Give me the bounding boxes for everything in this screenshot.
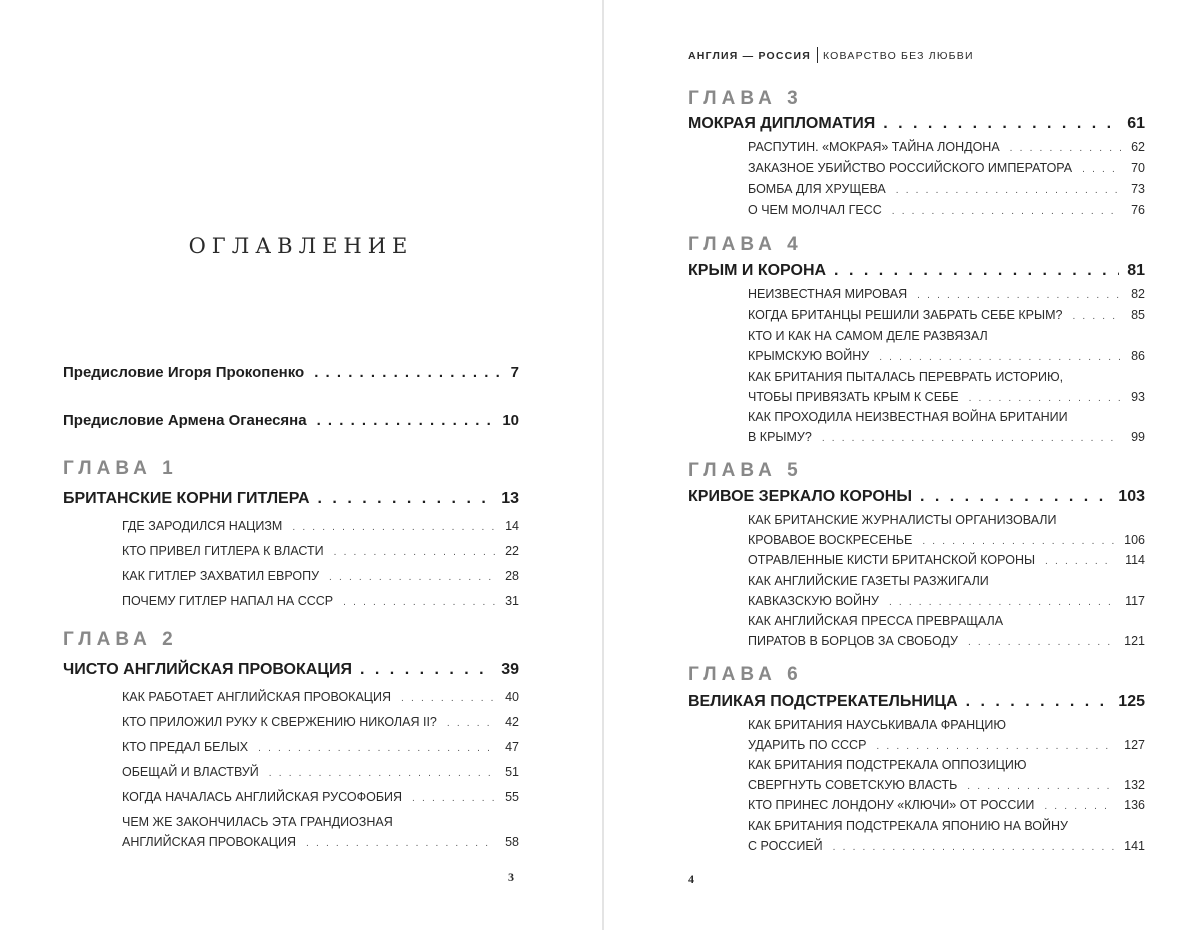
section-title: ПОЧЕМУ ГИТЛЕР НАПАЛ НА СССР — [122, 594, 334, 608]
chapter-label: ГЛАВА 3 — [688, 88, 803, 109]
toc-section[interactable] — [748, 715, 1145, 757]
page-number: 141 — [1124, 839, 1145, 853]
leader-dots — [329, 568, 495, 588]
toc-section[interactable] — [748, 158, 1145, 180]
section-title: КАВКАЗСКУЮ ВОЙНУ — [748, 594, 879, 608]
page-number: 47 — [505, 740, 519, 754]
toc-section[interactable] — [122, 812, 519, 854]
leader-dots — [314, 364, 500, 381]
chapter-title-entry[interactable] — [688, 115, 1145, 133]
leader-dots — [360, 661, 493, 679]
leader-dots — [892, 202, 1121, 222]
page-number: 117 — [1125, 594, 1145, 608]
leader-dots — [822, 429, 1121, 449]
page-number: 86 — [1131, 349, 1145, 363]
toc-section[interactable] — [748, 200, 1145, 222]
leader-dots — [334, 543, 495, 563]
leader-dots — [969, 389, 1122, 409]
section-title: УДАРИТЬ ПО СССР — [748, 738, 867, 752]
section-title-last-line — [748, 346, 1145, 368]
chapter-label: ГЛАВА 1 — [63, 458, 178, 479]
section-title-last-line — [748, 387, 1145, 409]
section-title: КРОВАВОЕ ВОСКРЕСЕНЬЕ — [748, 533, 913, 547]
section-title: НЕИЗВЕСТНАЯ МИРОВАЯ — [748, 287, 908, 301]
section-title: КАК ГИТЛЕР ЗАХВАТИЛ ЕВРОПУ — [122, 569, 320, 583]
chapter-title: КРЫМ И КОРОНА — [688, 262, 827, 279]
toc-section[interactable] — [748, 571, 1145, 613]
chapter-title-entry[interactable] — [63, 661, 519, 679]
page-number: 99 — [1131, 430, 1145, 444]
page-number: 42 — [505, 715, 519, 729]
section-title: КТО ПРИЛОЖИЛ РУКУ К СВЕРЖЕНИЮ НИКОЛАЯ II? — [122, 715, 437, 729]
page-number: 73 — [1131, 182, 1145, 196]
section-title: КТО ПРИНЕС ЛОНДОНУ «КЛЮЧИ» ОТ РОССИИ — [748, 798, 1035, 812]
leader-dots — [883, 115, 1119, 133]
leader-dots — [896, 181, 1121, 201]
section-title-last-line — [122, 832, 519, 854]
section-title-line: КАК БРИТАНИЯ ПОДСТРЕКАЛА ОППОЗИЦИЮ — [748, 758, 1027, 772]
chapter-label: ГЛАВА 6 — [688, 664, 803, 685]
leader-dots — [1044, 797, 1114, 817]
leader-dots — [967, 777, 1114, 797]
section-title: С РОССИЕЙ — [748, 839, 823, 853]
toc-section[interactable] — [748, 367, 1145, 409]
leader-dots — [833, 838, 1114, 858]
section-title: ГДЕ ЗАРОДИЛСЯ НАЦИЗМ — [122, 519, 283, 533]
page-number: 39 — [501, 661, 519, 678]
page-number: 106 — [1124, 533, 1145, 547]
page-number: 61 — [1127, 115, 1145, 132]
page-number: 114 — [1125, 553, 1145, 567]
chapter-label: ГЛАВА 2 — [63, 629, 178, 650]
section-title-last-line — [748, 631, 1145, 653]
header-divider — [817, 47, 818, 63]
leader-dots — [447, 714, 495, 734]
page-number: 136 — [1124, 798, 1145, 812]
page-number: 28 — [505, 569, 519, 583]
chapter-title: ВЕЛИКАЯ ПОДСТРЕКАТЕЛЬНИЦА — [688, 693, 958, 710]
toc-section[interactable] — [748, 795, 1145, 817]
page-number: 70 — [1131, 161, 1145, 175]
page-number: 7 — [510, 364, 519, 381]
section-title-last-line — [748, 735, 1145, 757]
toc-title: ОГЛАВЛЕНИЕ — [188, 234, 414, 258]
leader-dots — [879, 348, 1121, 368]
toc-section[interactable] — [122, 787, 519, 809]
section-title: РАСПУТИН. «МОКРАЯ» ТАЙНА ЛОНДОНА — [748, 140, 1000, 154]
section-title: КРЫМСКУЮ ВОЙНУ — [748, 349, 870, 363]
section-title-line: КАК БРИТАНИЯ ПЫТАЛАСЬ ПЕРЕВРАТЬ ИСТОРИЮ, — [748, 370, 1064, 384]
section-title-line: ЧЕМ ЖЕ ЗАКОНЧИЛАСЬ ЭТА ГРАНДИОЗНАЯ — [122, 815, 393, 829]
section-title-line: КАК БРИТАНИЯ НАУСЬКИВАЛА ФРАНЦИЮ — [748, 718, 1006, 732]
chapter-label: ГЛАВА 5 — [688, 460, 803, 481]
chapter-title: ЧИСТО АНГЛИЙСКАЯ ПРОВОКАЦИЯ — [63, 661, 353, 678]
section-title: ОБЕЩАЙ И ВЛАСТВУЙ — [122, 765, 259, 779]
toc-section[interactable] — [748, 611, 1145, 653]
toc-section[interactable] — [748, 284, 1145, 306]
toc-section[interactable] — [122, 687, 519, 709]
chapter-title-entry[interactable] — [688, 693, 1145, 711]
page-number: 93 — [1131, 390, 1145, 404]
leader-dots — [889, 593, 1115, 613]
leader-dots — [876, 737, 1114, 757]
page-number: 82 — [1131, 287, 1145, 301]
leader-dots — [968, 633, 1114, 653]
chapter-title-entry[interactable] — [688, 488, 1145, 506]
section-title: КТО ПРЕДАЛ БЕЛЫХ — [122, 740, 249, 754]
leader-dots — [292, 518, 495, 538]
section-title-line: КАК АНГЛИЙСКИЕ ГАЗЕТЫ РАЗЖИГАЛИ — [748, 574, 989, 588]
section-title-last-line — [748, 530, 1145, 552]
toc-section[interactable] — [748, 326, 1145, 368]
right-page — [604, 0, 1203, 930]
section-title: БОМБА ДЛЯ ХРУЩЕВА — [748, 182, 886, 196]
section-title: АНГЛИЙСКАЯ ПРОВОКАЦИЯ — [122, 835, 297, 849]
chapter-title: БРИТАНСКИЕ КОРНИ ГИТЛЕРА — [63, 490, 310, 507]
leader-dots — [318, 490, 494, 508]
toc-section[interactable] — [122, 591, 519, 613]
leader-dots — [1082, 160, 1121, 180]
page-number: 14 — [505, 519, 519, 533]
toc-section[interactable] — [748, 816, 1145, 858]
section-title: КАК РАБОТАЕТ АНГЛИЙСКАЯ ПРОВОКАЦИЯ — [122, 690, 392, 704]
leader-dots — [1010, 139, 1121, 159]
section-title-line: КАК БРИТАНСКИЕ ЖУРНАЛИСТЫ ОРГАНИЗОВАЛИ — [748, 513, 1057, 527]
page-number: 125 — [1118, 693, 1145, 710]
toc-section[interactable] — [748, 510, 1145, 552]
leader-dots — [966, 693, 1111, 711]
page-number: 22 — [505, 544, 519, 558]
toc-section[interactable] — [748, 407, 1145, 449]
section-title: КОГДА БРИТАНЦЫ РЕШИЛИ ЗАБРАТЬ СЕБЕ КРЫМ? — [748, 308, 1063, 322]
page-folio: 4 — [688, 872, 694, 886]
section-title-line: КТО И КАК НА САМОМ ДЕЛЕ РАЗВЯЗАЛ — [748, 329, 988, 343]
section-title-last-line — [748, 591, 1145, 613]
preface-entry[interactable] — [63, 412, 519, 429]
running-header-title: АНГЛИЯ — РОССИЯ — [688, 49, 811, 62]
section-title: ПИРАТОВ В БОРЦОВ ЗА СВОБОДУ — [748, 634, 958, 648]
section-title: КОГДА НАЧАЛАСЬ АНГЛИЙСКАЯ РУСОФОБИЯ — [122, 790, 403, 804]
chapter-title-entry[interactable] — [63, 490, 519, 508]
page-number: 85 — [1131, 308, 1145, 322]
toc-section[interactable] — [122, 566, 519, 588]
section-title: СВЕРГНУТЬ СОВЕТСКУЮ ВЛАСТЬ — [748, 778, 958, 792]
leader-dots — [920, 488, 1110, 506]
leader-dots — [306, 834, 495, 854]
toc-section[interactable] — [122, 541, 519, 563]
section-title-line: КАК ПРОХОДИЛА НЕИЗВЕСТНАЯ ВОЙНА БРИТАНИИ — [748, 410, 1068, 424]
page-number: 40 — [505, 690, 519, 704]
toc-section[interactable] — [748, 137, 1145, 159]
section-title: В КРЫМУ? — [748, 430, 812, 444]
page-number: 62 — [1131, 140, 1145, 154]
leader-dots — [343, 593, 495, 613]
section-title: КТО ПРИВЕЛ ГИТЛЕРА К ВЛАСТИ — [122, 544, 324, 558]
page-number: 103 — [1118, 488, 1145, 505]
section-title-last-line — [748, 427, 1145, 449]
page-number: 55 — [505, 790, 519, 804]
section-title: ЗАКАЗНОЕ УБИЙСТВО РОССИЙСКОГО ИМПЕРАТОРА — [748, 161, 1073, 175]
page-number: 132 — [1124, 778, 1145, 792]
running-header — [688, 48, 974, 64]
page-number: 127 — [1124, 738, 1145, 752]
page-folio: 3 — [508, 870, 514, 884]
section-title-last-line — [748, 775, 1145, 797]
page-number: 13 — [501, 490, 519, 507]
section-title: ЧТОБЫ ПРИВЯЗАТЬ КРЫМ К СЕБЕ — [748, 390, 959, 404]
toc-section[interactable] — [748, 179, 1145, 201]
section-title-last-line — [748, 836, 1145, 858]
leader-dots — [401, 689, 495, 709]
leader-dots — [834, 262, 1119, 280]
leader-dots — [317, 412, 493, 429]
page-number: 58 — [505, 835, 519, 849]
leader-dots — [917, 286, 1121, 306]
toc-section[interactable] — [122, 712, 519, 734]
toc-section[interactable] — [748, 550, 1145, 572]
page-number: 31 — [505, 594, 519, 608]
chapter-title: МОКРАЯ ДИПЛОМАТИЯ — [688, 115, 876, 132]
leader-dots — [922, 532, 1114, 552]
page-number: 10 — [502, 412, 519, 429]
section-title: О ЧЕМ МОЛЧАЛ ГЕСС — [748, 203, 882, 217]
running-header-subtitle: КОВАРСТВО БЕЗ ЛЮБВИ — [822, 49, 974, 62]
page-number: 121 — [1124, 634, 1145, 648]
toc-section[interactable] — [748, 305, 1145, 327]
preface-entry[interactable] — [63, 364, 519, 381]
leader-dots — [412, 789, 495, 809]
page-number: 51 — [505, 765, 519, 779]
toc-section[interactable] — [748, 755, 1145, 797]
leader-dots — [1045, 552, 1115, 572]
leader-dots — [1072, 307, 1121, 327]
section-title: ОТРАВЛЕННЫЕ КИСТИ БРИТАНСКОЙ КОРОНЫ — [748, 553, 1036, 567]
page-number: 81 — [1127, 262, 1145, 279]
page-number: 76 — [1131, 203, 1145, 217]
leader-dots — [269, 764, 495, 784]
chapter-label: ГЛАВА 4 — [688, 234, 803, 255]
toc-section[interactable] — [122, 762, 519, 784]
preface-label: Предисловие Игоря Прокопенко — [63, 364, 305, 381]
section-title-line: КАК АНГЛИЙСКАЯ ПРЕССА ПРЕВРАЩАЛА — [748, 614, 1004, 628]
toc-section[interactable] — [122, 737, 519, 759]
leader-dots — [258, 739, 495, 759]
toc-section[interactable] — [122, 516, 519, 538]
preface-label: Предисловие Армена Оганесяна — [63, 412, 307, 429]
section-title-line: КАК БРИТАНИЯ ПОДСТРЕКАЛА ЯПОНИЮ НА ВОЙНУ — [748, 819, 1068, 833]
chapter-title: КРИВОЕ ЗЕРКАЛО КОРОНЫ — [688, 488, 912, 505]
chapter-title-entry[interactable] — [688, 262, 1145, 280]
